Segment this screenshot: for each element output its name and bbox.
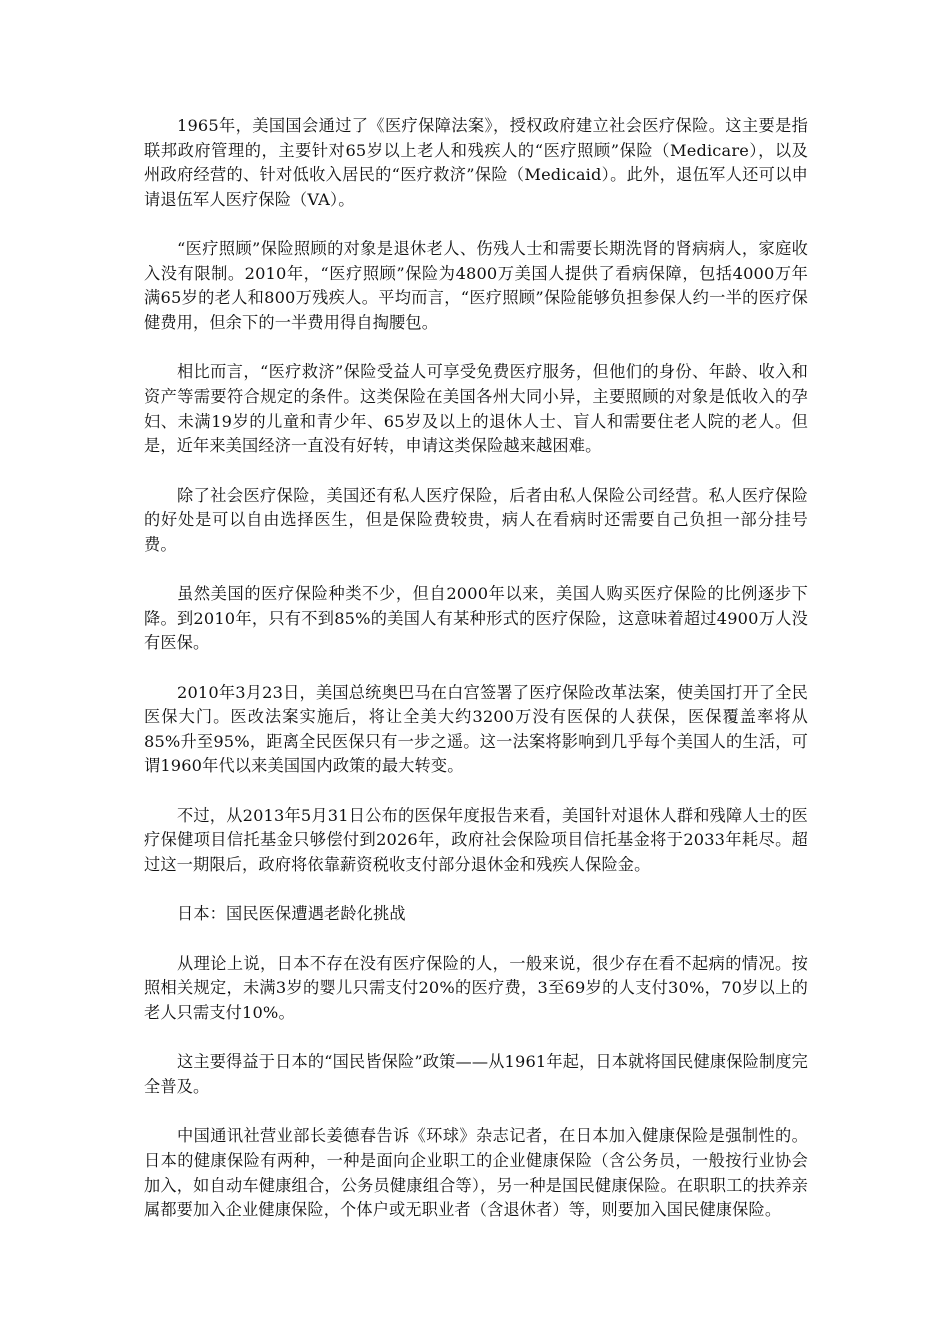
document-body — [144, 114, 808, 1248]
paragraph-trust-fund: 不过，从2013年5月31日公布的医保年度报告来看，美国针对退休人群和残障人士的医疗保健项目信托基金只够偿付到2026年，政府社会保险项目信托基金将于2033年耗尽。超过这一期限后，政府将依靠薪资税收支付部分退休金和残疾人保险金。 — [144, 805, 808, 875]
paragraph-japan-universal: 这主要得益于日本的“国民皆保险”政策——从1961年起，日本就将国民健康保险制度完全普及。 — [144, 1052, 808, 1096]
paragraph-coverage-decline: 虽然美国的医疗保险种类不少，但自2000年以来，美国人购买医疗保险的比例逐步下降。到2010年，只有不到85%的美国人有某种形式的医疗保险，这意味着超过4900万人没有医保。 — [144, 584, 808, 653]
paragraph-medicaid: 相比而言，“医疗救济”保险受益人可享受免费医疗服务，但他们的身份、年龄、收入和资产等需要符合规定的条件。这类保险在美国各州大同小异，主要照顾的对象是低收入的孕妇、未满19岁的儿童和青少年、65岁及以上的退休人士、盲人和需要住老人院的老人。但是，近年来美国经济一直没有好转，申请这类保险越来越困难。 — [144, 362, 808, 456]
paragraph-japan-types: 中国通讯社营业部长姜德春告诉《环球》杂志记者，在日本加入健康保险是强制性的。日本的健康保险有两种，一种是面向企业职工的企业健康保险（含公务员，一般按行业协会加入，如自动车健康组合，公务员健康组合等），另一种是国民健康保险。在职职工的扶养亲属都要加入企业健康保险，个体户或无职业者（含退休者）等，则要加入国民健康保险。 — [144, 1126, 808, 1220]
section-heading-japan: 日本：国民医保遭遇老龄化挑战 — [177, 904, 406, 924]
paragraph-japan-theory: 从理论上说，日本不存在没有医疗保险的人，一般来说，很少存在看不起病的情况。按照相关规定，未满3岁的婴儿只需支付20%的医疗费，3至69岁的人支付30%，70岁以上的老人只需支付10%。 — [144, 953, 808, 1022]
paragraph-medicare-coverage: “医疗照顾”保险照顾的对象是退休老人、伤残人士和需要长期洗肾的肾病病人，家庭收入没有限制。2010年，“医疗照顾”保险为4800万美国人提供了看病保障，包括4000万年满65岁的老人和800万残疾人。平均而言，“医疗照顾”保险能够负担参保人约一半的医疗保健费用，但余下的一半费用得自掏腰包。 — [144, 239, 808, 332]
paragraph-us-medicare-law: 1965年，美国国会通过了《医疗保障法案》，授权政府建立社会医疗保险。这主要是指联邦政府管理的，主要针对65岁以上老人和残疾人的“医疗照顾”保险（Medicare），以及州政府经营的、针对低收入居民的“医疗救济”保险（Medicaid）。此外，退伍军人还可以申请退伍军人医疗保险（VA）。 — [144, 116, 808, 209]
paragraph-private-insurance: 除了社会医疗保险，美国还有私人医疗保险，后者由私人保险公司经营。私人医疗保险的好处是可以自由选择医生，但是保险费较贵，病人在看病时还需要自己负担一部分挂号费。 — [144, 485, 808, 554]
paragraph-obama-reform: 2010年3月23日，美国总统奥巴马在白宫签署了医疗保险改革法案，使美国打开了全民医保大门。医改法案实施后，将让全美大约3200万没有医保的人获保，医保覆盖率将从85%升至95%，距离全民医保只有一步之遥。这一法案将影响到几乎每个美国人的生活，可谓1960年代以来美国国内政策的最大转变。 — [144, 682, 808, 776]
